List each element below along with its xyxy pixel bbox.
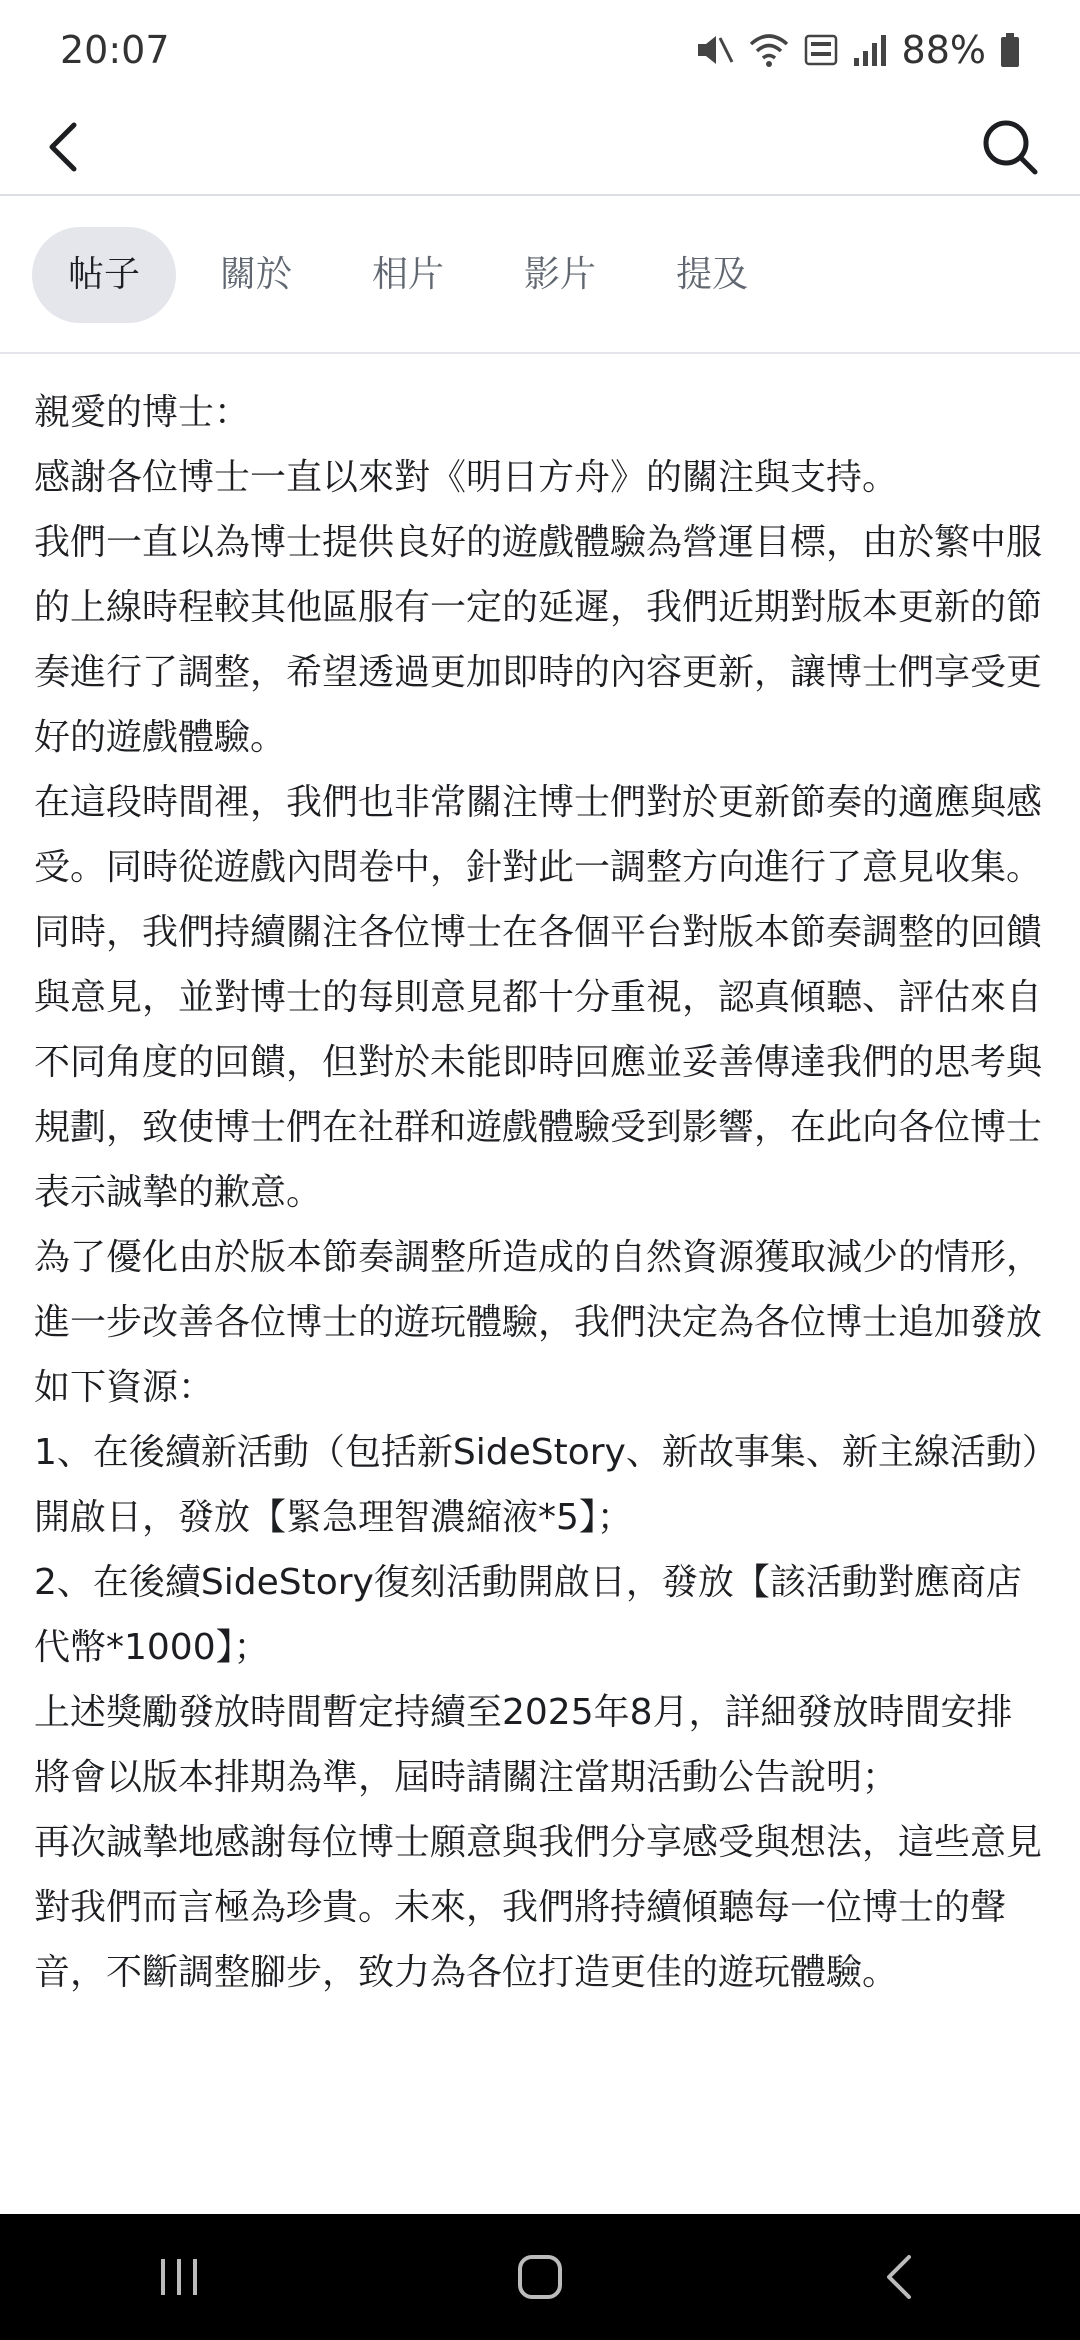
home-icon[interactable]	[514, 2251, 566, 2303]
top-nav-bar	[0, 100, 1080, 196]
status-bar	[0, 0, 1080, 100]
volte-icon	[804, 32, 838, 68]
recent-apps-icon[interactable]	[155, 2253, 203, 2301]
post-paragraph: 為了優化由於版本節奏調整所造成的自然資源獲取減少的情形，進一步改善各位博士的遊玩體驗，我們決定為各位博士追加發放如下資源：	[34, 1237, 1043, 1408]
system-nav-bar	[0, 2214, 1080, 2340]
search-icon[interactable]	[980, 117, 1040, 177]
status-icons	[694, 28, 1020, 72]
system-back-icon[interactable]	[877, 2253, 925, 2301]
post-reward-item: 2、在後續SideStory復刻活動開啟日，發放【該活動對應商店代幣*1000】；	[34, 1562, 1022, 1668]
post-paragraph: 再次誠摯地感謝每位博士願意與我們分享感受與想法，這些意見對我們而言極為珍貴。未來，我們將持續傾聽每一位博士的聲音，不斷調整腳步，致力為各位打造更佳的遊玩體驗。	[34, 1822, 1043, 1993]
mute-vibrate-icon	[694, 32, 734, 68]
post-paragraph: 上述獎勵發放時間暫定持續至2025年8月，詳細發放時間安排將會以版本排期為準，屆時請關注當期活動公告說明；	[34, 1692, 1013, 1798]
post-paragraph: 在這段時間裡，我們也非常關注博士們對於更新節奏的適應與感受。同時從遊戲內問卷中，針對此一調整方向進行了意見收集。同時，我們持續關注各位博士在各個平台對版本節奏調整的回饋與意見，並對博士的每則意見都十分重視，認真傾聽、評估來自不同角度的回饋，但對於未能即時回應並妥善傳達我們的思考與規劃，致使博士們在社群和遊戲體驗受到影響，在此向各位博士表示誠摯的歉意。	[34, 782, 1043, 1213]
signal-icon	[852, 32, 888, 68]
back-arrow-icon[interactable]	[40, 117, 88, 177]
post-greeting: 親愛的博士：	[34, 392, 251, 433]
post-paragraph: 感謝各位博士一直以來對《明日方舟》的關注與支持。	[34, 457, 899, 498]
tab-photos[interactable]: 相片	[372, 254, 445, 295]
battery-percent: 88%	[901, 28, 986, 72]
tab-videos[interactable]: 影片	[524, 254, 597, 295]
tab-mentions[interactable]: 提及	[676, 254, 749, 295]
wifi-icon	[748, 32, 790, 68]
post-reward-item: 1、在後續新活動（包括新SideStory、新故事集、新主線活動）開啟日，發放【緊急理智濃縮液*5】；	[34, 1432, 1040, 1538]
tab-about[interactable]: 關於	[220, 254, 293, 295]
profile-tabs	[0, 198, 1080, 354]
tab-posts[interactable]: 帖子	[32, 227, 176, 323]
post-paragraph: 我們一直以為博士提供良好的遊戲體驗為營運目標，由於繁中服的上線時程較其他區服有一定的延遲，我們近期對版本更新的節奏進行了調整，希望透過更加即時的內容更新，讓博士們享受更好的遊戲體驗。	[34, 522, 1043, 758]
status-time: 20:07	[60, 28, 170, 72]
post-text	[34, 380, 1044, 2005]
battery-icon	[1000, 32, 1020, 68]
